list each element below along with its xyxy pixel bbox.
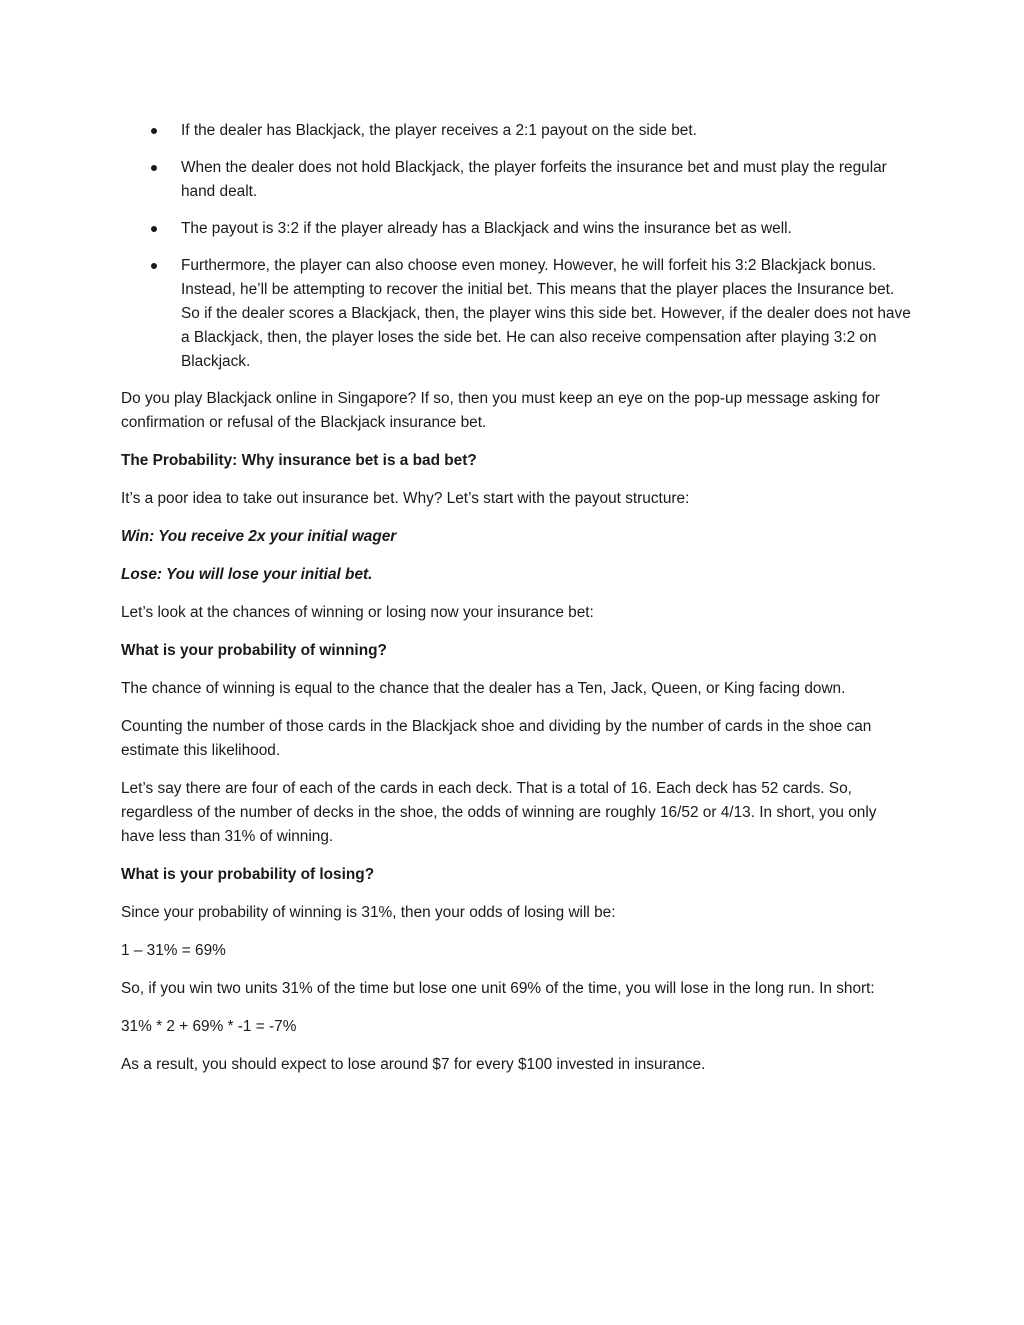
win-line: Win: You receive 2x your initial wager (121, 528, 397, 545)
winning-chance-paragraph: The chance of winning is equal to the chance that the dealer has a Ten, Jack, Queen, or King facing down. (121, 680, 846, 697)
bullet-icon (151, 165, 157, 171)
chances-intro-paragraph: Let’s look at the chances of winning or losing now your insurance bet: (121, 604, 594, 621)
list-item (121, 217, 911, 241)
list-item (121, 254, 911, 374)
list-item-text: Furthermore, the player can also choose even money. However, he will forfeit his 3:2 Blackjack bonus. Instead, he’ll be attempting to recover the initial bet. This means that the player places the Insurance bet. So if the dealer scores a Blackjack, then, the player wins this side bet. However, if the dealer does not have a Blackjack, then, the player loses the side bet. He can also receive compensation after playing 3:2 on Blackjack. (181, 257, 911, 370)
probability-heading: The Probability: Why insurance bet is a bad bet? (121, 452, 477, 469)
formula-one: 1 – 31% = 69% (121, 942, 226, 959)
list-item (121, 119, 911, 143)
lose-line: Lose: You will lose your initial bet. (121, 566, 373, 583)
so-if-paragraph: So, if you win two units 31% of the time but lose one unit 69% of the time, you will lose in the long run. In short: (121, 980, 875, 997)
counting-paragraph: Counting the number of those cards in the Blackjack shoe and dividing by the number of cards in the shoe can estimate this likelihood. (121, 718, 872, 759)
poor-idea-paragraph: It’s a poor idea to take out insurance bet. Why? Let’s start with the payout structure: (121, 490, 690, 507)
formula-two: 31% * 2 + 69% * -1 = -7% (121, 1018, 297, 1035)
bullet-icon (151, 226, 157, 232)
intro-paragraph: Do you play Blackjack online in Singapore? If so, then you must keep an eye on the pop-up message asking for confirmation or refusal of the Blackjack insurance bet. (121, 390, 880, 431)
list-item-text: When the dealer does not hold Blackjack, the player forfeits the insurance bet and must play the regular hand dealt. (181, 159, 887, 200)
list-item (121, 156, 911, 204)
list-item-text: If the dealer has Blackjack, the player receives a 2:1 payout on the side bet. (181, 122, 697, 139)
result-paragraph: As a result, you should expect to lose around $7 for every $100 invested in insurance. (121, 1056, 706, 1073)
bullet-icon (151, 128, 157, 134)
bullet-icon (151, 263, 157, 269)
winning-heading: What is your probability of winning? (121, 642, 387, 659)
payout-rules-list (121, 119, 911, 374)
document-content (121, 119, 911, 1091)
losing-heading: What is your probability of losing? (121, 866, 375, 883)
since-paragraph: Since your probability of winning is 31%, then your odds of losing will be: (121, 904, 616, 921)
list-item-text: The payout is 3:2 if the player already has a Blackjack and wins the insurance bet as well. (181, 220, 792, 237)
lets-say-paragraph: Let’s say there are four of each of the cards in each deck. That is a total of 16. Each deck has 52 cards. So, regardless of the number of decks in the shoe, the odds of winning are roughly 16/52 or 4/13. In short, you only have less than 31% of winning. (121, 780, 877, 845)
